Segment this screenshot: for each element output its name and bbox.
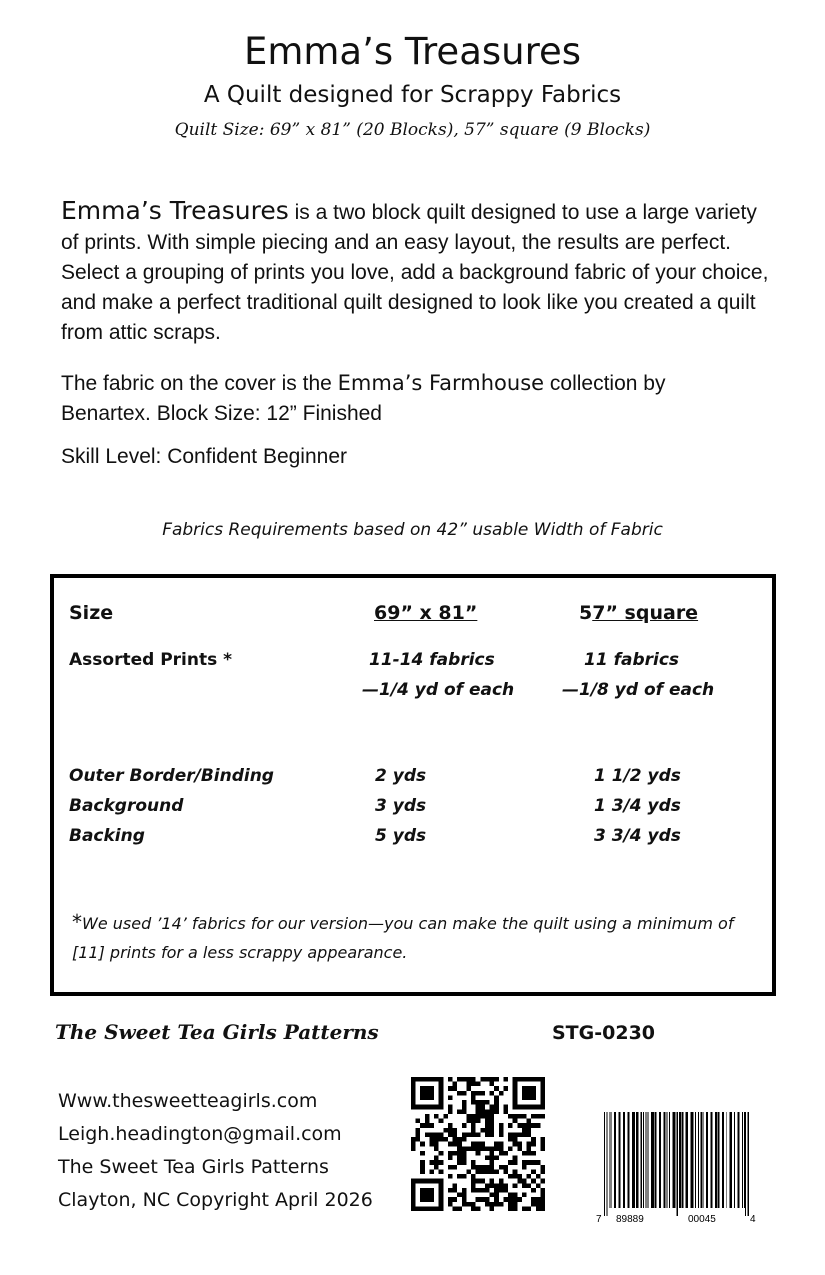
row-assorted-c2: 11 fabrics [584, 650, 680, 670]
brand-name: The Sweet Tea Girls Patterns [55, 1020, 379, 1044]
skill-level: Skill Level: Confident Beginner [61, 445, 348, 468]
collection-text-a: The fabric on the cover is the [61, 372, 338, 395]
fabric-requirements-note: Fabrics Requirements based on 42” usable Width of Fabric [162, 520, 663, 540]
page-title: Emma’s Treasures [243, 30, 582, 73]
row-backing-c2: 3 3/4 yds [594, 826, 681, 846]
page-subtitle: A Quilt designed for Scrappy Fabrics [203, 82, 622, 108]
row-assorted-c1: 11-14 fabrics [369, 650, 495, 670]
requirements-table [50, 574, 776, 996]
row-border-c2: 1 1/2 yds [594, 766, 681, 786]
footnote-text: We used ’14’ fabrics for our version—you can make the quilt using a minimum of [11] prints for a less scrappy appearance. [72, 914, 734, 962]
row-background-c1: 3 yds [375, 796, 427, 816]
quilt-size-line: Quilt Size: 69” x 81” (20 Blocks), 57” square (9 Blocks) [174, 120, 651, 140]
barcode-digit-last: 4 [750, 1214, 756, 1225]
barcode-icon [596, 1112, 756, 1232]
row-border-c1: 2 yds [375, 766, 427, 786]
qr-code-icon [411, 1077, 545, 1211]
block-size-text: Benartex. Block Size: 12” Finished [61, 402, 382, 425]
barcode-digits-right: 00045 [688, 1214, 716, 1225]
row-background-c2: 1 3/4 yds [594, 796, 681, 816]
contact-company: The Sweet Tea Girls Patterns [58, 1156, 329, 1178]
table-footnote [72, 908, 762, 967]
row-backing-c1: 5 yds [375, 826, 427, 846]
fabric-collection-paragraph [61, 368, 771, 429]
collection-text-b: collection by [544, 372, 666, 395]
intro-quilt-name: Emma’s Treasures [61, 196, 289, 225]
barcode-digits-left: 89889 [616, 1214, 644, 1225]
contact-location: Clayton, NC Copyright April 2026 [58, 1189, 373, 1211]
contact-website: Www.thesweetteagirls.com [58, 1090, 318, 1112]
row-label-border: Outer Border/Binding [69, 766, 274, 786]
size-label: Size [69, 602, 114, 624]
col1-header: 69” x 81” [374, 602, 478, 624]
col2-header: 57” square [579, 602, 699, 624]
barcode-digit-first: 7 [596, 1214, 602, 1225]
intro-paragraph [61, 196, 771, 348]
contact-email: Leigh.headington@gmail.com [58, 1123, 342, 1145]
footnote-star: * [72, 910, 82, 934]
row-assorted-c1b: —1/4 yd of each [362, 680, 515, 700]
row-label-assorted: Assorted Prints * [69, 650, 233, 670]
pattern-sku: STG-0230 [552, 1022, 656, 1044]
row-assorted-c2b: —1/8 yd of each [562, 680, 715, 700]
row-label-background: Background [69, 796, 184, 816]
intro-description: is a two block quilt designed to use a large variety of prints. With simple piecing and an easy layout, the results are perfect. Select a grouping of prints you love, add a background fabric of your choice, and make a perfect traditional quilt designed to look like you created a quilt from attic scraps. [61, 201, 769, 344]
row-label-backing: Backing [69, 826, 145, 846]
collection-name: Emma’s Farmhouse [337, 371, 545, 395]
